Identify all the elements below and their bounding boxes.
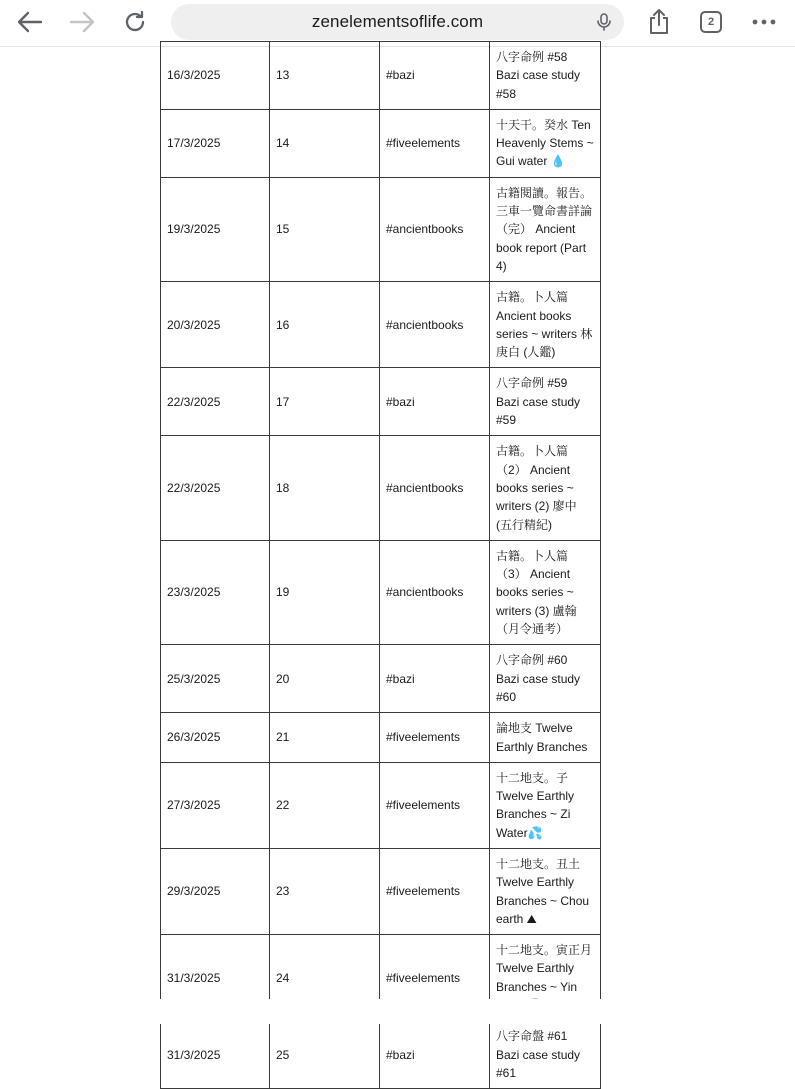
post-tag-cell: #bazi	[380, 368, 490, 436]
share-button[interactable]	[641, 4, 677, 40]
post-date-cell: 31/3/2025	[161, 1021, 270, 1089]
post-tag-cell: #bazi	[380, 1021, 490, 1089]
post-number-cell: 22	[270, 762, 380, 848]
post-date-cell: 22/3/2025	[161, 368, 270, 436]
page-bottom-area	[0, 999, 795, 1024]
post-tag-cell: #bazi	[380, 42, 490, 110]
share-icon	[647, 8, 671, 36]
post-title-cell[interactable]: 十二地支。子 Twelve Earthly Branches ~ Zi Water💦	[490, 762, 601, 848]
post-tag-cell: #fiveelements	[380, 762, 490, 848]
post-date-cell: 29/3/2025	[161, 848, 270, 934]
post-tag-cell: #fiveelements	[380, 935, 490, 1021]
post-date-cell: 17/3/2025	[161, 109, 270, 177]
reload-button[interactable]	[117, 4, 153, 40]
post-date-cell: 27/3/2025	[161, 762, 270, 848]
post-tag-cell: #ancientbooks	[380, 177, 490, 281]
post-title-cell[interactable]: 十天干。癸水 Ten Heavenly Stems ~ Gui water 💧	[490, 109, 601, 177]
post-date-cell: 20/3/2025	[161, 282, 270, 368]
post-title-cell[interactable]: 八字命例 #58 Bazi case study #58	[490, 42, 601, 110]
more-dots-icon	[752, 19, 776, 25]
post-title-cell[interactable]: 八字命例 #59 Bazi case study #59	[490, 368, 601, 436]
post-tag-cell: #fiveelements	[380, 848, 490, 934]
post-tag-cell: #ancientbooks	[380, 436, 490, 540]
post-number-cell: 23	[270, 848, 380, 934]
post-title-cell[interactable]: 八字命例 #60 Bazi case study #60	[490, 645, 601, 713]
address-bar[interactable]	[171, 4, 624, 40]
post-title-cell[interactable]: 古籍。卜人篇 （3） Ancient books series ~ writers (3) 盧翰 （月令通考）	[490, 540, 601, 644]
post-tag-cell: #ancientbooks	[380, 540, 490, 644]
post-title-cell[interactable]: 八字命盤 #61 Bazi case study #61	[490, 1021, 601, 1089]
post-title-cell[interactable]: 古籍閱讀。報告。三車一覽命書詳論（完） Ancient book report (Part 4)	[490, 177, 601, 281]
post-title-cell[interactable]: 古籍。卜人篇 Ancient books series ~ writers 林庚白 (人鑑)	[490, 282, 601, 368]
post-title-cell[interactable]: 論地支 Twelve Earthly Branches	[490, 713, 601, 763]
post-title-cell[interactable]: 古籍。卜人篇 （2） Ancient books series ~ writers (2) 廖中 (五行精紀)	[490, 436, 601, 540]
post-number-cell: 24	[270, 935, 380, 1021]
forward-button[interactable]	[64, 4, 100, 40]
post-tag-cell: #ancientbooks	[380, 282, 490, 368]
more-menu-button[interactable]	[746, 4, 782, 40]
table-row	[161, 109, 601, 177]
posts-table	[160, 41, 601, 1089]
table-row	[161, 177, 601, 281]
post-date-cell: 16/3/2025	[161, 42, 270, 110]
post-number-cell: 15	[270, 177, 380, 281]
reload-icon	[123, 10, 147, 34]
post-number-cell: 13	[270, 42, 380, 110]
table-row	[161, 762, 601, 848]
post-number-cell: 17	[270, 368, 380, 436]
post-date-cell: 19/3/2025	[161, 177, 270, 281]
tab-count-badge: 2	[700, 11, 722, 33]
back-button[interactable]	[12, 4, 48, 40]
post-title-cell[interactable]: 十二地支。寅正月 Twelve Earthly Branches ~ Yin	[490, 935, 601, 1021]
post-number-cell: 20	[270, 645, 380, 713]
post-number-cell: 18	[270, 436, 380, 540]
post-date-cell: 22/3/2025	[161, 436, 270, 540]
post-tag-cell: #bazi	[380, 645, 490, 713]
post-number-cell: 21	[270, 713, 380, 763]
table-row	[161, 713, 601, 763]
arrow-right-icon	[69, 11, 95, 33]
microphone-icon[interactable]	[594, 12, 614, 32]
table-row	[161, 42, 601, 110]
post-number-cell: 25	[270, 1021, 380, 1089]
posts-table-body	[161, 42, 601, 1089]
browser-toolbar	[0, 0, 795, 47]
table-row	[161, 540, 601, 644]
post-date-cell: 31/3/2025	[161, 935, 270, 1021]
table-row	[161, 368, 601, 436]
post-number-cell: 19	[270, 540, 380, 644]
post-title-cell[interactable]: 十二地支。丑土 Twelve Earthly Branches ~ Chou earth ⛰	[490, 848, 601, 934]
post-number-cell: 14	[270, 109, 380, 177]
table-row	[161, 1021, 601, 1089]
post-tag-cell: #fiveelements	[380, 713, 490, 763]
table-row	[161, 848, 601, 934]
post-tag-cell: #fiveelements	[380, 109, 490, 177]
arrow-left-icon	[17, 11, 43, 33]
table-row	[161, 645, 601, 713]
post-date-cell: 23/3/2025	[161, 540, 270, 644]
table-row	[161, 436, 601, 540]
post-date-cell: 25/3/2025	[161, 645, 270, 713]
url-text: zenelementsoflife.com	[311, 12, 484, 31]
post-number-cell: 16	[270, 282, 380, 368]
post-date-cell: 26/3/2025	[161, 713, 270, 763]
table-row	[161, 282, 601, 368]
page-content	[0, 47, 795, 1080]
tabs-button[interactable]	[693, 4, 729, 40]
